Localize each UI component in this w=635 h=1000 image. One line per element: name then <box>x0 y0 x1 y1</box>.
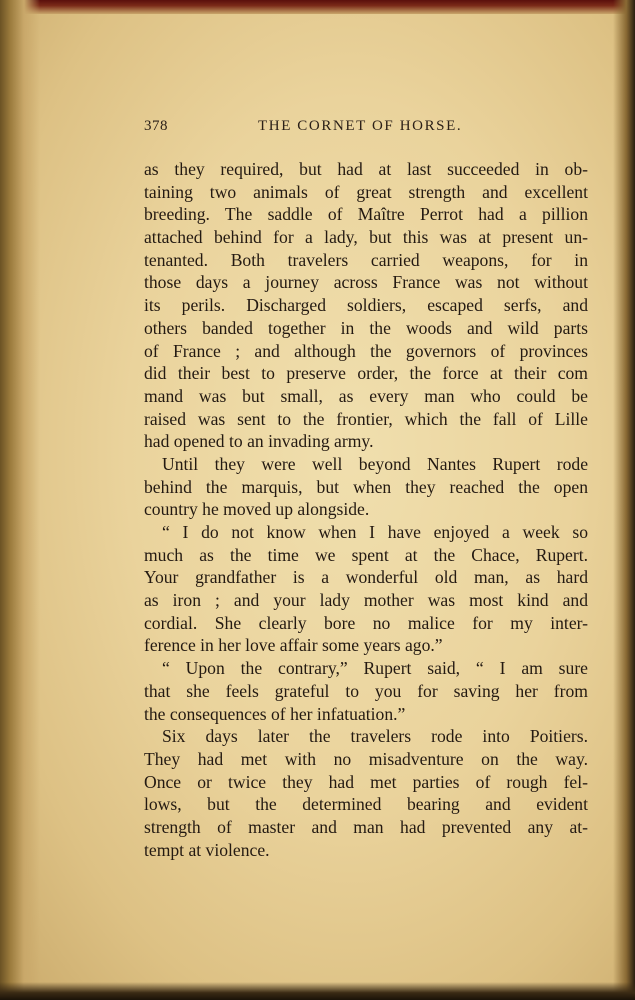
page-number: 378 <box>144 118 168 134</box>
text-line: lows, but the determined bearing and evident <box>144 794 588 815</box>
text-line: the consequences of her infatuation.” <box>144 703 406 724</box>
text-line: that she feels grateful to you for saving her from <box>144 680 588 701</box>
text-line: ference in her love affair some years ago.” <box>144 635 443 656</box>
text-line: tenanted. Both travelers carried weapons, for in <box>144 249 588 270</box>
text-line: breeding. The saddle of Maître Perrot had a pillion <box>144 204 588 225</box>
page-right-edge <box>613 0 635 1000</box>
page-top-edge <box>0 0 635 14</box>
text-line: mand was but small, as every man who could be <box>144 385 588 406</box>
text-line: strength of master and man had prevented any at- <box>144 816 588 837</box>
text-line: had opened to an invading army. <box>144 431 374 452</box>
text-line: as they required, but had at last succeeded in ob- <box>144 159 588 179</box>
text-line: attached behind for a lady, but this was at present un- <box>144 227 588 248</box>
text-line: Once or twice they had met parties of rough fel- <box>144 771 588 792</box>
text-line: much as the time we spent at the Chace, Rupert. <box>144 544 588 565</box>
text-line: Until they were well beyond Nantes Rupert rode <box>162 453 588 474</box>
text-line: cordial. She clearly bore no malice for my inter- <box>144 612 588 633</box>
running-title: THE CORNET OF HORSE. <box>258 118 463 134</box>
text-line: “ I do not know when I have enjoyed a week so <box>162 522 588 542</box>
text-line: others banded together in the woods and wild parts <box>144 317 588 338</box>
text-line: country he moved up alongside. <box>144 499 370 520</box>
text-line: of France ; and although the governors of provinces <box>144 340 588 361</box>
page-bottom-edge <box>0 982 635 1000</box>
text-line: its perils. Discharged soldiers, escaped serfs, and <box>144 295 588 316</box>
text-line: tempt at violence. <box>144 839 270 860</box>
body-text <box>144 158 588 861</box>
page-gutter <box>0 0 40 1000</box>
text-line: those days a journey across France was not without <box>144 272 588 293</box>
text-line: taining two animals of great strength and excellent <box>144 181 588 202</box>
page-header <box>144 118 588 140</box>
text-line: “ Upon the contrary,” Rupert said, “ I am sure <box>162 658 588 679</box>
text-line: They had met with no misadventure on the way. <box>144 748 588 769</box>
text-line: Your grandfather is a wonderful old man, as hard <box>144 567 588 588</box>
text-line: raised was sent to the frontier, which the fall of Lille <box>144 408 588 429</box>
text-line: as iron ; and your lady mother was most kind and <box>144 590 588 611</box>
text-line: did their best to preserve order, the force at their com <box>144 363 588 384</box>
text-line: Six days later the travelers rode into Poitiers. <box>162 726 588 747</box>
text-line: behind the marquis, but when they reached the open <box>144 476 588 497</box>
